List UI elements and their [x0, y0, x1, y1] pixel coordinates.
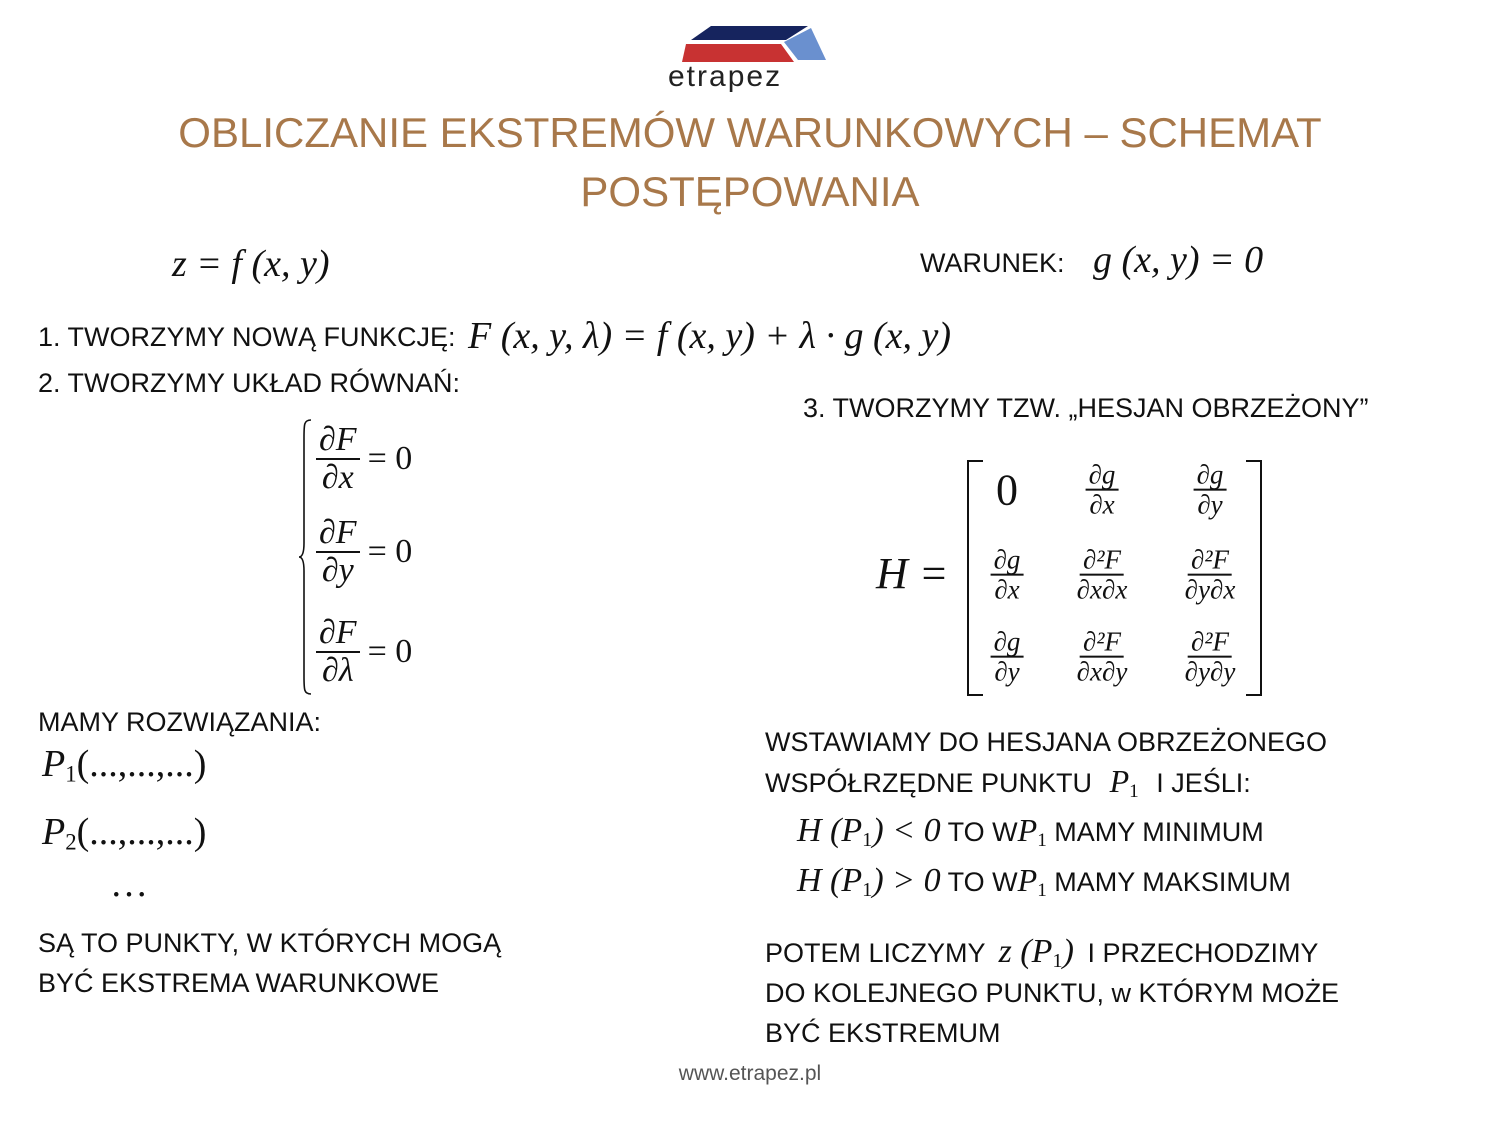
numerator: ∂²F: [1080, 546, 1124, 576]
fraction: [316, 515, 360, 588]
rule-result: MAMY MINIMUM: [1054, 817, 1264, 847]
then-line-2: DO KOLEJNEGO PUNKTU, w KTÓRYM MOŻE: [765, 978, 1340, 1008]
note-line-1: SĄ TO PUNKTY, W KTÓRYCH MOGĄ: [38, 928, 502, 958]
numerator: ∂g: [1194, 461, 1227, 491]
rule-point: P: [1017, 862, 1038, 898]
denominator: ∂y: [321, 551, 354, 589]
point-subscript: 1: [1129, 780, 1139, 802]
title-line-1: OBLICZANIE EKSTREMÓW WARUNKOWYCH – SCHEMAT: [178, 109, 1322, 156]
insert-text-end: I JEŚLI:: [1156, 768, 1251, 798]
logo-text: etrapez: [668, 60, 783, 93]
solution-point-2: [42, 810, 206, 856]
denominator: ∂y∂x: [1184, 575, 1236, 605]
point-name: P: [1109, 763, 1130, 799]
rule-to: TO W: [947, 817, 1018, 847]
numerator: ∂²F: [1080, 628, 1124, 658]
rule-maximum: [797, 864, 1291, 907]
numerator: ∂²F: [1188, 628, 1232, 658]
rule-point: P: [1017, 812, 1038, 848]
numerator: ∂F: [316, 422, 360, 460]
denominator: ∂x: [321, 458, 354, 496]
insert-line-1: WSTAWIAMY DO HESJANA OBRZEŻONEGO: [765, 727, 1328, 757]
system-row: [316, 515, 412, 588]
step-1-label: 1. TWORZYMY NOWĄ FUNKCJĘ:: [38, 322, 456, 352]
rule-minimum: [797, 814, 1264, 857]
numerator: ∂g: [991, 546, 1024, 576]
title-line-2: POSTĘPOWANIA: [580, 168, 920, 215]
condition-equation: g (x, y) = 0: [1093, 239, 1264, 281]
numerator: ∂²F: [1188, 546, 1232, 576]
point-args: (...,...,...): [76, 743, 207, 785]
rule-rhs: ) < 0: [872, 812, 941, 849]
fraction: [316, 615, 360, 688]
denominator: ∂x: [1089, 490, 1115, 520]
then-text: POTEM LICZYMY: [765, 938, 986, 968]
hessian-cell: [1074, 546, 1131, 605]
fraction: [1182, 628, 1239, 687]
then-line-1: [765, 933, 1319, 977]
hessian-lhs: H =: [876, 549, 949, 598]
rule-result: MAMY MAKSIMUM: [1054, 867, 1291, 897]
solution-point-1: [42, 742, 206, 788]
point-subscript: 2: [65, 829, 77, 855]
rule-rhs: ) > 0: [872, 862, 941, 899]
lagrange-function-equation: F (x, y, λ) = f (x, y) + λ · g (x, y): [468, 315, 951, 357]
numerator: ∂F: [316, 615, 360, 653]
denominator: ∂y: [994, 657, 1020, 687]
hessian-cell: [1182, 628, 1239, 687]
more-solutions-ellipsis: …: [110, 863, 148, 905]
system-row: [316, 422, 412, 495]
equals-zero: = 0: [367, 532, 413, 570]
note-line-2: BYĆ EKSTREMA WARUNKOWE: [38, 968, 440, 998]
footer-url[interactable]: www.etrapez.pl: [678, 1062, 822, 1085]
right-bracket: [1246, 460, 1262, 696]
fraction: [316, 422, 360, 495]
fraction: [1194, 461, 1227, 520]
denominator: ∂x∂x: [1076, 575, 1128, 605]
equals-zero: = 0: [367, 439, 413, 477]
step-2-label: 2. TWORZYMY UKŁAD RÓWNAŃ:: [38, 368, 461, 398]
system-row: [316, 615, 412, 688]
hessian-cell: [991, 628, 1024, 687]
fraction: [1074, 628, 1131, 687]
rule-sub: 1: [862, 829, 873, 852]
fraction: [991, 628, 1024, 687]
point-name: P: [42, 811, 66, 853]
rule-point-sub: 1: [1037, 879, 1047, 901]
cell-value: 0: [996, 465, 1018, 515]
fraction: [1074, 546, 1131, 605]
point-name: P: [42, 743, 66, 785]
insert-text: WSPÓŁRZĘDNE PUNKTU: [765, 768, 1093, 798]
point-args: (...,...,...): [76, 811, 207, 853]
left-brace-icon: [298, 418, 312, 696]
point-subscript: 1: [65, 761, 77, 787]
solutions-label: MAMY ROZWIĄZANIA:: [38, 707, 322, 737]
fraction: [1086, 461, 1119, 520]
fraction: [991, 546, 1024, 605]
equals-zero: = 0: [367, 632, 413, 670]
insert-line-2: [765, 765, 1251, 808]
fraction: [1182, 546, 1239, 605]
denominator: ∂y: [1197, 490, 1223, 520]
z-sub: 1: [1052, 950, 1063, 973]
hessian-cell: [996, 465, 1018, 516]
condition-label: WARUNEK:: [920, 248, 1065, 278]
point-symbol: [1109, 763, 1139, 802]
z-of-point: z (P: [998, 933, 1053, 970]
rule-point-sub: 1: [1037, 829, 1047, 851]
function-equation: z = f (x, y): [172, 243, 330, 285]
numerator: ∂F: [316, 515, 360, 553]
numerator: ∂g: [1086, 461, 1119, 491]
left-bracket: [967, 460, 983, 696]
hessian-cell: [1182, 546, 1239, 605]
etrapez-logo: [666, 22, 836, 94]
rule-sub: 1: [862, 879, 873, 902]
denominator: ∂λ: [322, 651, 354, 689]
hessian-cell: [1194, 461, 1227, 520]
rule-lhs: H (P: [797, 812, 863, 849]
denominator: ∂x: [994, 575, 1020, 605]
hessian-cell: [1086, 461, 1119, 520]
rule-to: TO W: [947, 867, 1018, 897]
z-end: ): [1062, 933, 1074, 970]
hessian-cell: [1074, 628, 1131, 687]
rule-lhs: H (P: [797, 862, 863, 899]
then-text-end: I PRZECHODZIMY: [1087, 938, 1319, 968]
step-3-label: 3. TWORZYMY TZW. „HESJAN OBRZEŻONY”: [803, 393, 1369, 423]
then-line-3: BYĆ EKSTREMUM: [765, 1018, 1001, 1048]
numerator: ∂g: [991, 628, 1024, 658]
hessian-cell: [991, 546, 1024, 605]
denominator: ∂y∂y: [1184, 657, 1236, 687]
denominator: ∂x∂y: [1076, 657, 1128, 687]
